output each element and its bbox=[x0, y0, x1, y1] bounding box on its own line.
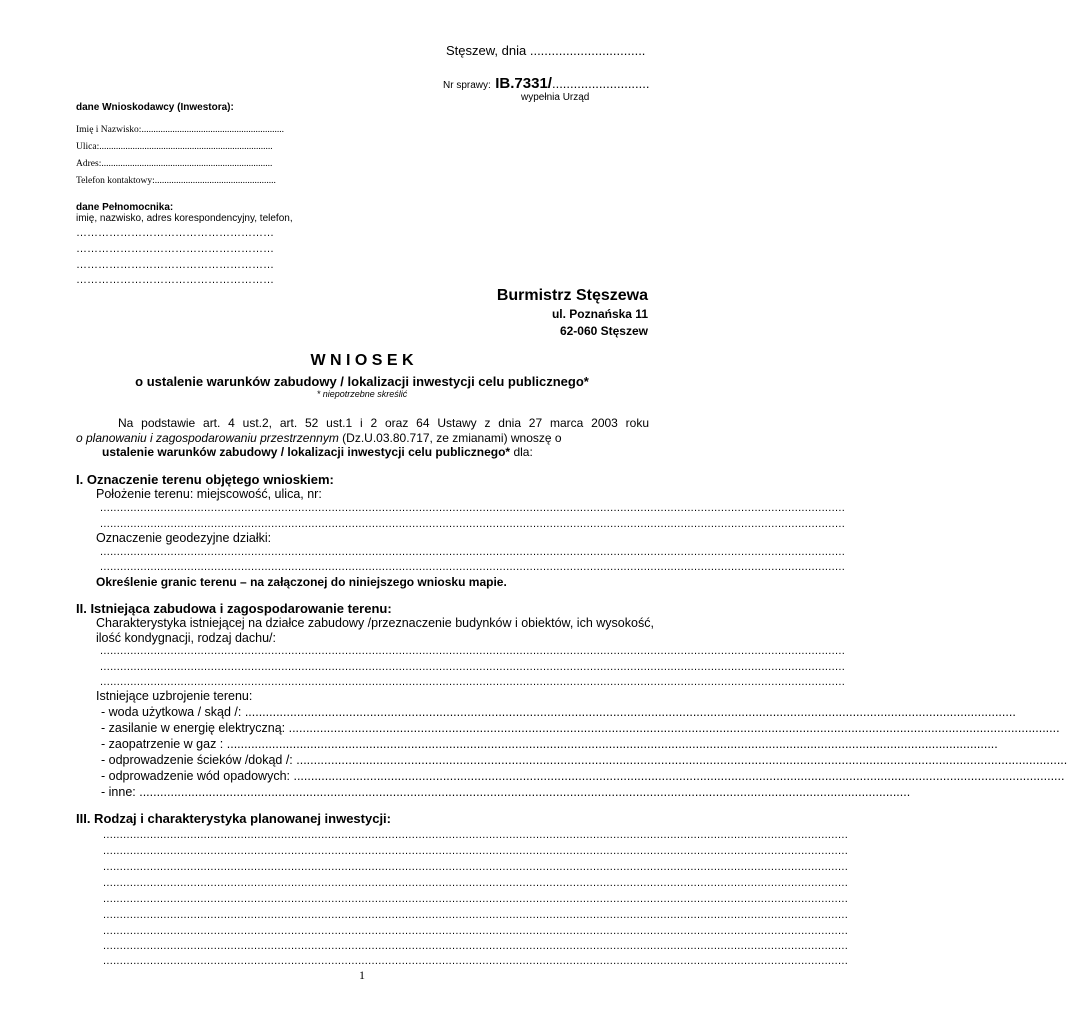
utility-gas-field[interactable]: .............................................................................................................................................................................................................................. bbox=[226, 737, 998, 751]
utility-sewage-field[interactable]: .............................................................................................................................................................................................................................. bbox=[296, 753, 1067, 767]
proxy-line[interactable]: ……………………………………………… bbox=[76, 243, 274, 255]
section-1-boundary-note: Określenie granic terenu – na załączonej do niniejszego wniosku mapie. bbox=[96, 575, 507, 589]
utility-gas-label: - zaopatrzenie w gaz : bbox=[101, 737, 227, 751]
place-date-field[interactable]: ................................ bbox=[529, 43, 646, 58]
applicant-title: dane Wnioskodawcy (Inwestora): bbox=[76, 102, 234, 113]
utility-rainwater-label: - odprowadzenie wód opadowych: bbox=[101, 769, 294, 783]
section-3-line[interactable]: .............................................................................................................................................................................................................................. bbox=[103, 909, 849, 921]
section-2-char-label-2: ilość kondygnacji, rodzaj dachu/: bbox=[96, 631, 276, 645]
section-3-line[interactable]: .............................................................................................................................................................................................................................. bbox=[103, 829, 849, 841]
utility-rainwater-field[interactable]: .............................................................................................................................................................................................................................. bbox=[293, 769, 1065, 783]
proxy-line[interactable]: ……………………………………………… bbox=[76, 259, 274, 271]
section-1-location-line[interactable]: .............................................................................................................................................................................................................................. bbox=[100, 502, 846, 514]
intro-line-3 bbox=[102, 445, 533, 459]
applicant-name-label: Imię i Nazwisko: bbox=[76, 125, 142, 135]
applicant-name-field[interactable]: ............................................................ bbox=[141, 125, 284, 135]
section-3-line[interactable]: .............................................................................................................................................................................................................................. bbox=[103, 877, 849, 889]
section-3-heading: III. Rodzaj i charakterystyka planowanej inwestycji: bbox=[76, 811, 392, 826]
case-number-label: Nr sprawy: bbox=[443, 80, 491, 91]
case-number-field[interactable]: ........................... bbox=[551, 76, 650, 91]
section-1-location-label: Położenie terenu: miejscowość, ulica, nr: bbox=[96, 487, 322, 501]
proxy-subtitle: imię, nazwisko, adres korespondencyjny, telefon, bbox=[76, 213, 293, 224]
section-3-line[interactable]: .............................................................................................................................................................................................................................. bbox=[103, 940, 849, 952]
proxy-title: dane Pełnomocnika: bbox=[76, 202, 174, 213]
section-3-line[interactable]: .............................................................................................................................................................................................................................. bbox=[103, 845, 849, 857]
section-1-location-line[interactable]: .............................................................................................................................................................................................................................. bbox=[100, 518, 846, 530]
section-1-geodesy-line[interactable]: .............................................................................................................................................................................................................................. bbox=[100, 546, 846, 558]
case-number bbox=[443, 75, 650, 93]
applicant-phone-label: Telefon kontaktowy: bbox=[76, 176, 155, 186]
applicant-name-row bbox=[76, 125, 284, 135]
proxy-line[interactable]: ……………………………………………… bbox=[76, 227, 274, 239]
section-1-geodesy-line[interactable]: .............................................................................................................................................................................................................................. bbox=[100, 561, 846, 573]
section-2-utilities-label: Istniejące uzbrojenie terenu: bbox=[96, 689, 253, 703]
section-1-heading: I. Oznaczenie terenu objętego wnioskiem: bbox=[76, 472, 334, 487]
section-2-char-line[interactable]: .............................................................................................................................................................................................................................. bbox=[100, 645, 846, 657]
recipient-city: 62-060 Stęszew bbox=[559, 324, 648, 338]
utility-sewage-label: - odprowadzenie ścieków /dokąd /: bbox=[101, 753, 297, 767]
utility-water-label: - woda użytkowa / skąd /: bbox=[101, 705, 245, 719]
utility-electricity-field[interactable]: .............................................................................................................................................................................................................................. bbox=[288, 721, 1060, 735]
applicant-phone-field[interactable]: ................................................... bbox=[154, 176, 276, 186]
place-date bbox=[446, 43, 645, 58]
section-2-heading: II. Istniejąca zabudowa i zagospodarowanie terenu: bbox=[76, 601, 392, 616]
recipient-street: ul. Poznańska 11 bbox=[551, 307, 648, 321]
applicant-address-row bbox=[76, 159, 272, 169]
section-2-char-label-1: Charakterystyka istniejącej na działce zabudowy /przeznaczenie budynków i obiektów, ich wysokość, bbox=[96, 616, 654, 630]
section-2-char-line[interactable]: .............................................................................................................................................................................................................................. bbox=[100, 676, 846, 688]
utility-other-row bbox=[101, 785, 911, 799]
utility-rainwater-row bbox=[101, 769, 1065, 783]
utility-electricity-label: - zasilanie w energię elektryczną: bbox=[101, 721, 289, 735]
intro-act-ref: (Dz.U.03.80.717, ze zmianami) wnoszę o bbox=[338, 431, 562, 445]
applicant-street-field[interactable]: ......................................................................... bbox=[99, 142, 273, 152]
intro-for: dla: bbox=[510, 445, 533, 459]
utility-water-field[interactable]: .............................................................................................................................................................................................................................. bbox=[244, 705, 1016, 719]
case-number-value: IB.7331/ bbox=[495, 75, 552, 92]
applicant-address-field[interactable]: ........................................................................ bbox=[101, 159, 273, 169]
intro-line-2 bbox=[76, 431, 562, 445]
section-1-geodesy-label: Oznaczenie geodezyjne działki: bbox=[96, 531, 272, 545]
recipient-title: Burmistrz Stęszewa bbox=[496, 287, 648, 304]
applicant-street-row bbox=[76, 142, 273, 152]
intro-request: ustalenie warunków zabudowy / lokalizacji inwestycji celu publicznego* bbox=[102, 445, 511, 459]
utility-water-row bbox=[101, 705, 1016, 719]
section-2-char-line[interactable]: .............................................................................................................................................................................................................................. bbox=[100, 661, 846, 673]
utility-other-label: - inne: bbox=[101, 785, 140, 799]
utility-sewage-row bbox=[101, 753, 1067, 767]
place-date-label: Stęszew, dnia bbox=[446, 43, 527, 58]
document-subtitle: o ustalenie warunków zabudowy / lokalizacji inwestycji celu publicznego* bbox=[135, 374, 589, 389]
section-3-line[interactable]: .............................................................................................................................................................................................................................. bbox=[103, 925, 849, 937]
utility-other-field[interactable]: .............................................................................................................................................................................................................................. bbox=[139, 785, 911, 799]
document-note: * niepotrzebne skreślić bbox=[316, 389, 408, 399]
case-note: wypełnia Urząd bbox=[521, 92, 590, 103]
applicant-street-label: Ulica: bbox=[76, 142, 100, 152]
section-3-line[interactable]: .............................................................................................................................................................................................................................. bbox=[103, 955, 849, 967]
intro-act-name: o planowaniu i zagospodarowaniu przestrzennym bbox=[76, 431, 339, 445]
utility-electricity-row bbox=[101, 721, 1060, 735]
applicant-address-label: Adres: bbox=[76, 159, 102, 169]
page-number: 1 bbox=[359, 968, 365, 982]
document-title: W N I O S E K bbox=[310, 352, 414, 369]
proxy-line[interactable]: ……………………………………………… bbox=[76, 274, 274, 286]
section-3-line[interactable]: .............................................................................................................................................................................................................................. bbox=[103, 861, 849, 873]
section-3-line[interactable]: .............................................................................................................................................................................................................................. bbox=[103, 893, 849, 905]
utility-gas-row bbox=[101, 737, 998, 751]
intro-line-1: Na podstawie art. 4 ust.2, art. 52 ust.1 i 2 oraz 64 Ustawy z dnia 27 marca 2003 roku bbox=[118, 416, 649, 430]
applicant-phone-row bbox=[76, 176, 276, 186]
